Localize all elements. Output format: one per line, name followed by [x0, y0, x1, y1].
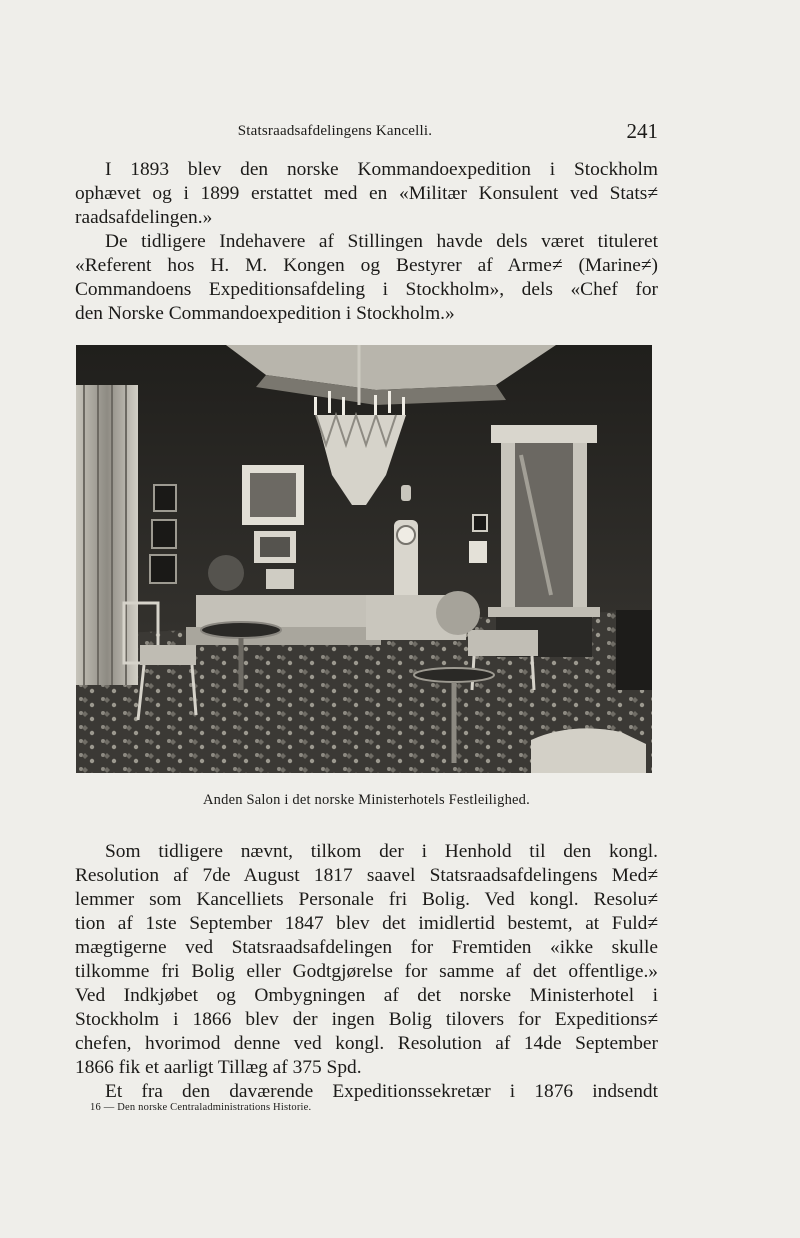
text-line: Ved Indkjøbet og Ombygningen af det norske Ministerhotel i	[75, 985, 658, 1006]
text-line: ophævet og i 1899 erstattet med en «Militær Konsulent ved Stats≠	[75, 183, 658, 204]
text-line: raadsafdelingen.»	[75, 207, 213, 228]
paragraph-3	[75, 840, 658, 1080]
text-line: «Referent hos H. M. Kongen og Bestyrer af Arme≠ (Marine≠)	[75, 255, 658, 276]
paragraph-2	[75, 230, 658, 326]
text-line: den Norske Commandoexpedition i Stockholm.»	[75, 303, 455, 324]
text-line: Stockholm i 1866 blev der ingen Bolig tilovers for Expeditions≠	[75, 1009, 658, 1030]
paragraph-1	[75, 158, 658, 230]
page-number: 241	[626, 119, 658, 143]
running-title: Statsraadsafdelingens Kancelli.	[237, 123, 433, 139]
printer-signature: 16 — Den norske Centraladministrations Historie.	[90, 1102, 312, 1113]
text-line: Commandoens Expeditionsafdeling i Stockholm», dels «Chef for	[75, 279, 658, 300]
text-line: Resolution af 7de August 1817 saavel Statsraadsafdelingens Med≠	[75, 865, 658, 886]
text-line: tion af 1ste September 1847 blev det imidlertid bestemt, at Fuld≠	[75, 913, 658, 934]
photo-caption: Anden Salon i det norske Ministerhotels Festleilighed.	[203, 792, 530, 808]
paragraph-4	[75, 1080, 658, 1104]
text-line: I 1893 blev den norske Kommandoexpedition i Stockholm	[105, 159, 658, 180]
text-line: Et fra den daværende Expeditionssekretær i 1876 indsendt	[105, 1081, 658, 1102]
running-header	[75, 119, 660, 143]
salon-photograph	[76, 345, 652, 773]
text-line: chefen, hvorimod denne ved kongl. Resolution af 14de September	[75, 1033, 658, 1054]
text-line: lemmer som Kancelliets Personale fri Bolig. Ved kongl. Resolu≠	[75, 889, 658, 910]
text-line: 1866 fik et aarligt Tillæg af 375 Spd.	[75, 1057, 362, 1078]
text-line: Som tidligere nævnt, tilkom der i Henhold til den kongl.	[105, 841, 658, 862]
text-line: tilkomme fri Bolig eller Godtgjørelse for samme af det offentlige.»	[75, 961, 658, 982]
text-line: De tidligere Indehavere af Stillingen havde dels været tituleret	[105, 231, 658, 252]
text-line: mægtigerne ved Statsraadsafdelingen for Fremtiden «ikke skulle	[75, 937, 658, 958]
